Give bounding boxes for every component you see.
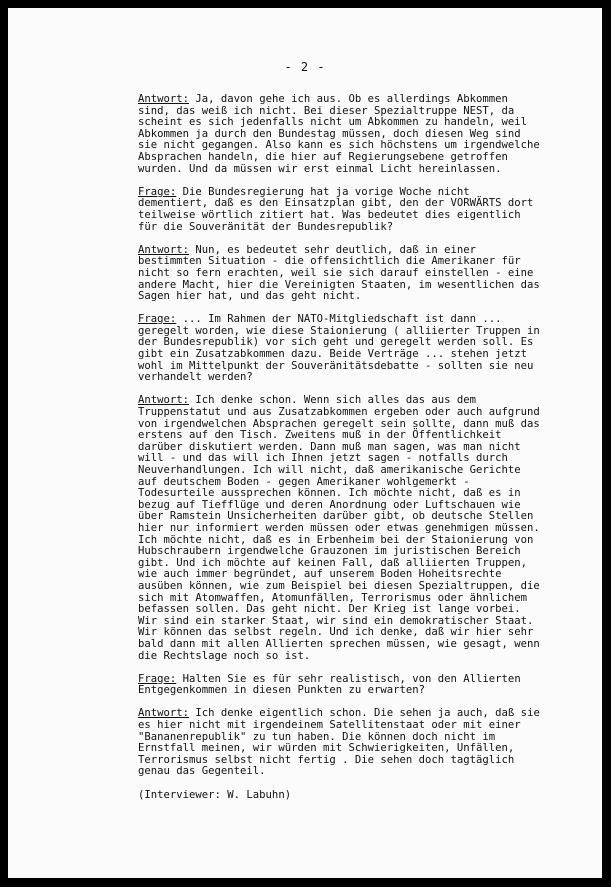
text-line: sie nicht gegangen. Also kann es sich höchstens um irgendwelche [138, 139, 540, 152]
text-line: Antwort: Ich denke schon. Wenn sich alles das aus dem [138, 394, 477, 407]
text-line: verhandelt werden? [138, 371, 253, 384]
text-line: Sagen hier hat, und das geht nicht. [138, 290, 362, 303]
speaker-label: Antwort: [138, 707, 190, 720]
text-line: die Rechtslage noch so ist. [138, 649, 311, 662]
text-line: dementiert, daß es den Einsatzplan gibt, den der VORWÄRTS dort [138, 197, 534, 210]
text-line: Todesurteile aussprechen können. Ich möchte nicht, daß es in [138, 487, 521, 500]
speaker-label: Antwort: [138, 93, 190, 105]
speaker-label: Antwort: [138, 394, 190, 407]
text-line: erstens auf den Tisch. Zweitens muß in der Öffentlichkeit [138, 429, 502, 442]
text-line: darüber diskutiert werden. Dann muß man sagen, was man nicht [138, 440, 521, 453]
question-paragraph [138, 187, 588, 233]
answer-paragraph [138, 395, 588, 662]
text-line: scheint es sich jedenfalls nicht um Abkommen zu handeln, weil [138, 116, 528, 129]
text-line: Truppenstatut und aus Zusatzabkommen ergeben oder auch aufgrund [138, 406, 540, 419]
interview-text [138, 94, 588, 813]
text-line: der Bundesrepublik) vor sich geht und geregelt werden soll. Es [138, 336, 534, 349]
text-line: Antwort: Ja, davon gehe ich aus. Ob es allerdings Abkommen [138, 93, 508, 105]
interviewer-credit [138, 790, 588, 802]
text-line: Ernstfall meinen, wir würden mit Schwierigkeiten, Unfällen, [138, 742, 515, 755]
text-line: wohl im Mittelpunkt der Souveränitätsdebatte - sollten sie neu [138, 359, 534, 372]
text-line: Wir können das selbst regeln. Und ich denke, daß wir hier sehr [138, 626, 534, 639]
text-line: Frage: ... Im Rahmen der NATO-Mitgliedschaft ist dann ... [138, 313, 502, 326]
text-line: Ich möchte nicht, daß es in Erbenheim bei der Staionierung von [138, 533, 534, 546]
text-line: Abkommen ja durch den Bundestag müssen, doch diesen Weg sind [138, 127, 521, 140]
text-line: "Bananenrepublik" zu tun haben. Die können doch nicht im [138, 730, 496, 743]
text-line: sind, das weiß ich nicht. Bei dieser Spezialtruppe NEST, da [138, 104, 515, 117]
page-number: - 2 - [284, 60, 326, 74]
text-line: bezug auf Tiefflüge und deren Anordnung oder Luftschauen wie [138, 498, 521, 511]
answer-paragraph [138, 708, 588, 778]
text-line: wie auch immer begründet, auf unserem Boden Hoheitsrechte [138, 568, 502, 581]
text-line: von irgendwelchen Absprachen geregelt sein sollte, dann muß das [138, 417, 540, 430]
question-paragraph [138, 674, 588, 697]
text-line: Wir sind ein starker Staat, wir sind ein demokratischer Staat. [138, 614, 534, 627]
text-line: will - und das will ich Ihnen jetzt sagen - notfalls durch [138, 452, 508, 465]
text-line: hier nur informiert werden müssen oder etwas genehmigen müssen. [138, 521, 540, 534]
text-line: sich mit Atomwaffen, Atomunfällen, Terrorismus oder ähnlichem [138, 591, 528, 604]
answer-paragraph [138, 245, 588, 303]
text-line: wurden. Und da müssen wir erst einmal Licht hereinlassen. [138, 162, 502, 175]
text-line: für die Souveränität der Bundesrepublik? [138, 220, 394, 233]
speaker-label: Frage: [138, 672, 177, 685]
text-line: Frage: Halten Sie es für sehr realistisch, von den Allierten [138, 672, 521, 685]
text-line: über Ramstein Unsicherheiten darüber gibt, ob deutsche Stellen [138, 510, 534, 523]
document-page [8, 8, 602, 878]
text-line: es hier nicht mit irgendeinem Satellitenstaat oder mit einer [138, 719, 521, 732]
text-line: gibt ein Zusatzabkommen dazu. Beide Verträge ... stehen jetzt [138, 348, 528, 361]
text-line: befassen sollen. Das geht nicht. Der Krieg ist lange vorbei. [138, 603, 521, 616]
text-line: Neuverhandlungen. Ich will nicht, daß amerikanische Gerichte [138, 464, 521, 476]
text-line: bald dann mit allen Allierten sprechen müssen, wie gesagt, wenn [138, 637, 540, 650]
answer-paragraph [138, 94, 588, 175]
text-line: Entgegenkommen in diesen Punkten zu erwarten? [138, 684, 426, 697]
text-line: Absprachen handeln, die hier auf Regierungsebene getroffen [138, 150, 508, 163]
text-line: (Interviewer: W. Labuhn) [138, 788, 292, 801]
speaker-label: Antwort: [138, 243, 190, 256]
text-line: andere Macht, hier die Vereinigten Staaten, im wesentlichen das [138, 278, 540, 291]
text-line: auf deutschem Boden - gegen Amerikaner wohlgemerkt - [138, 475, 470, 488]
text-line: Antwort: Ich denke eigentlich schon. Die sehen ja auch, daß sie [138, 707, 540, 720]
text-line: nicht so fern erachten, weil sie sich darauf einstellen - eine [138, 266, 534, 279]
text-line: genau das Gegenteil. [138, 765, 266, 778]
text-line: Frage: Die Bundesregierung hat ja vorige Woche nicht [138, 185, 470, 198]
text-line: Antwort: Nun, es bedeutet sehr deutlich, daß in einer [138, 243, 477, 256]
question-paragraph [138, 314, 588, 384]
text-line: geregelt worden, wie diese Staionierung ( alliierter Truppen in [138, 324, 540, 337]
text-line: bestimmten Situation - die offensichtlich die Amerikaner für [138, 255, 521, 268]
speaker-label: Frage: [138, 313, 177, 326]
text-line: ausüben können, wie zum Beispiel bei diesen Spezialtruppen, die [138, 579, 540, 592]
text-line: Terrorismus selbst nicht fertig . Die sehen doch tagtäglich [138, 753, 515, 766]
text-line: Hubschraubern irgendwelche Grauzonen im juristischen Bereich [138, 545, 521, 558]
text-line: gibt. Und ich möchte auf keinen Fall, daß alliierten Truppen, [138, 556, 528, 569]
speaker-label: Frage: [138, 185, 177, 198]
text-line: teilweise wörtlich zitiert hat. Was bedeutet dies eigentlich [138, 208, 521, 221]
